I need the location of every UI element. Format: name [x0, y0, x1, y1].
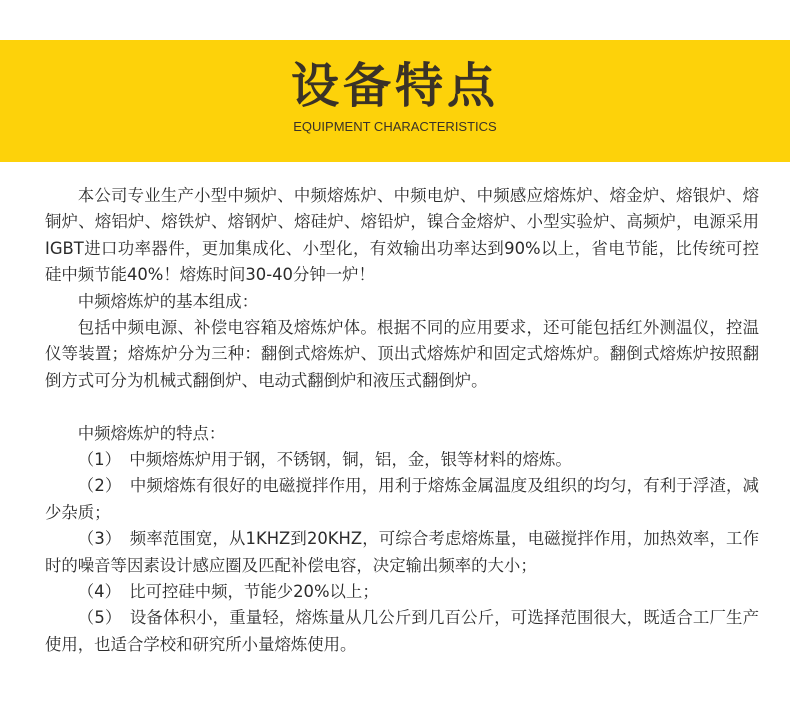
composition-heading: 中频熔炼炉的基本组成：	[77, 291, 259, 311]
composition-paragraph: 包括中频电源、补偿电容箱及熔炼炉体。根据不同的应用要求，还可能包括红外测温仪，控温仪等装置；熔炼炉分为三种：翻倒式熔炼炉、顶出式熔炼炉和固定式熔炼炉。翻倒式熔炼炉按照翻倒方式可分为机械式翻倒炉、电动式翻倒炉和液压式翻倒炉。	[45, 318, 759, 390]
feature-item-1: （1） 中频熔炼炉用于钢，不锈钢，铜，铝，金，银等材料的熔炼。	[77, 450, 572, 470]
features-heading: 中频熔炼炉的特点：	[77, 423, 226, 443]
feature-item-5: （5） 设备体积小，重量轻，熔炼量从几公斤到几百公斤，可选择范围很大，既适合工厂生产使用，也适合学校和研究所小量熔炼使用。	[45, 608, 759, 654]
intro-paragraph: 本公司专业生产小型中频炉、中频熔炼炉、中频电炉、中频感应熔炼炉、熔金炉、熔银炉、熔铜炉、熔铝炉、熔铁炉、熔钢炉、熔硅炉、熔铅炉，镍合金熔炉、小型实验炉、高频炉，电源采用IGBT进口功率器件，更加集成化、小型化，有效输出功率达到90%以上，省电节能，比传统可控硅中频节能40%！熔炼时间30-40分钟一炉！	[45, 186, 759, 285]
description-text	[45, 183, 759, 658]
page-subtitle: EQUIPMENT CHARACTERISTICS	[293, 119, 497, 134]
feature-item-2: （2） 中频熔炼有很好的电磁搅拌作用，用利于熔炼金属温度及组织的均匀，有利于浮渣，减少杂质；	[45, 476, 759, 522]
page-title: 设备特点	[290, 58, 499, 114]
feature-item-3: （3） 频率范围宽，从1KHZ到20KHZ，可综合考虑熔炼量，电磁搅拌作用，加热效率，工作时的噪音等因素设计感应圈及匹配补偿电容，决定输出频率的大小；	[45, 529, 759, 575]
feature-item-4: （4） 比可控硅中频，节能少20%以上；	[77, 582, 379, 602]
header-banner	[0, 40, 790, 162]
